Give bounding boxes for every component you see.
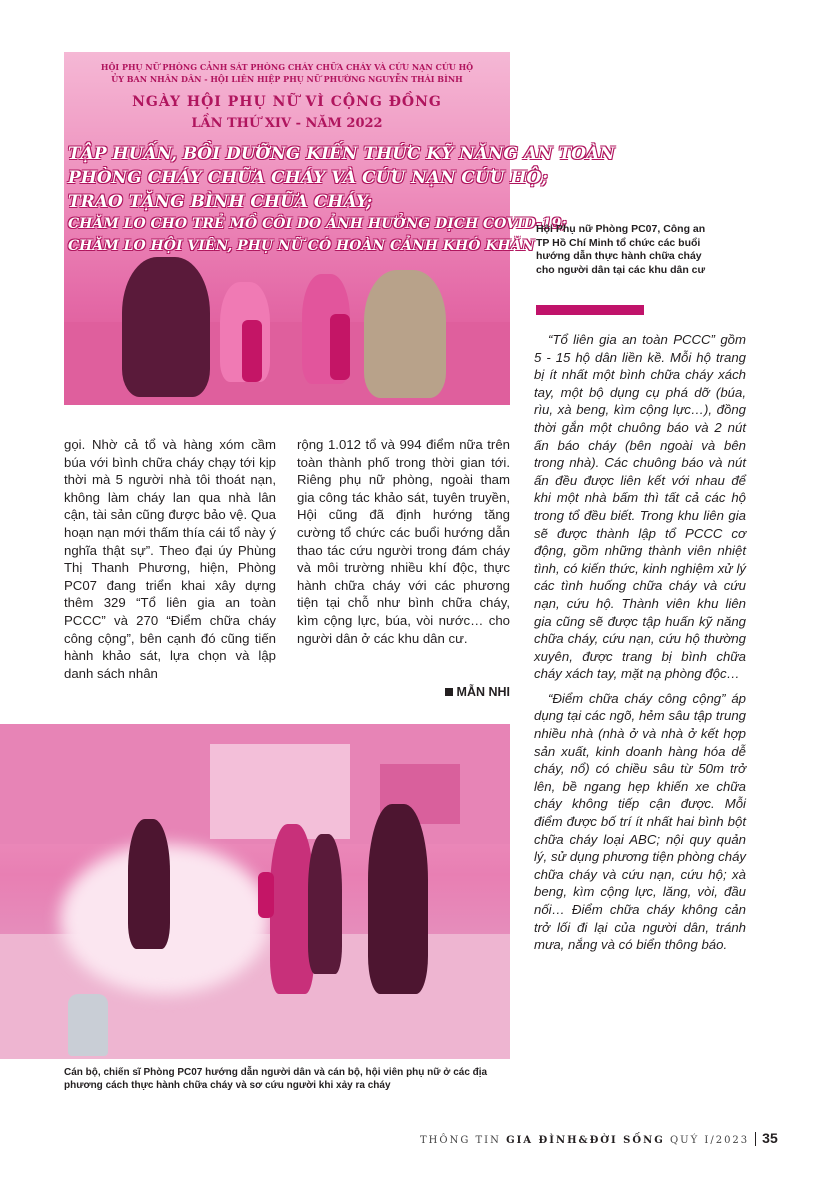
firefighter-figure xyxy=(128,819,170,949)
bottom-photo xyxy=(0,724,510,1059)
gas-cylinder xyxy=(68,994,108,1056)
photo-caption-bottom: Cán bộ, chiến sĩ Phòng PC07 hướng dẫn người dân và cán bộ, hội viên phụ nữ ở các địa phương cách thực hành chữa cháy và sơ cứu người khi xảy ra cháy xyxy=(64,1067,488,1091)
banner-line-9: CHĂM LO HỘI VIÊN, PHỤ NỮ CÓ HOÀN CẢNH KHÓ KHĂN xyxy=(68,238,535,254)
banner-line-4: LẦN THỨ XIV - NĂM 2022 xyxy=(191,116,383,131)
article-column-1 xyxy=(64,436,276,682)
banner-line-7: TRAO TẶNG BÌNH CHỮA CHÁY; xyxy=(68,192,373,212)
fire-extinguisher-2 xyxy=(330,314,350,380)
officer-figure xyxy=(364,270,446,398)
banner-line-3: NGÀY HỘI PHỤ NỮ VÌ CỘNG ĐỒNG xyxy=(132,94,442,110)
top-photo xyxy=(64,52,615,405)
square-bullet-icon xyxy=(445,688,453,696)
fire-extinguisher-1 xyxy=(242,320,262,382)
article-paragraph: gọi. Nhờ cả tổ và hàng xóm cầm búa với bình chữa cháy chạy tới kịp thời mà 5 người nhà tôi thoát nạn, không làm cháy lan qua nhà lân cận, tài sản cũng được bảo vệ. Qua hoạn nạn mới thấm thía cái tổ này ý nghĩa thật sự”. Theo đại úy Phùng Thị Thanh Phương, hiện, Phòng PC07 đang triển khai xây dựng thêm 329 “Tổ liên gia an toàn PCCC” và 270 “Điểm chữa cháy công cộng”, bên cạnh đó cũng tiến hành khảo sát, lựa chọn và lập danh sách nhân xyxy=(64,437,276,681)
building-wall xyxy=(210,744,350,839)
fire-extinguisher xyxy=(258,872,274,918)
photo-caption-top: Hội Phụ nữ Phòng PC07, Công an TP Hồ Chí Minh tổ chức các buổi hướng dẫn thực hành chữa cháy cho người dân tại các khu dân cư xyxy=(536,223,706,276)
banner-line-8: CHĂM LO CHO TRẺ MỒ CÔI DO ẢNH HƯỞNG DỊCH COVID-19; xyxy=(68,216,567,232)
page-number: 35 xyxy=(762,1130,778,1146)
footer-divider xyxy=(755,1132,756,1146)
article-paragraph: rộng 1.012 tổ và 994 điểm nữa trên toàn thành phố trong thời gian tới. Riêng phụ nữ phòng, ngoài tham gia công tác khảo sát, tuyên truyền, Hội cũng đã định hướng tăng cường tổ chức các buổi hướng dẫn thao tác cứu người trong đám cháy và môi trường nhiều khí độc, thực hành chữa cháy với các phương tiện tại chỗ như bình chữa cháy, kìm cộng lực, búa, vòi nước… cho người dân ở các khu dân cư. xyxy=(297,437,510,646)
author-name: MẪN NHI xyxy=(456,685,510,699)
caption-accent-bar xyxy=(536,305,644,315)
article-column-3 xyxy=(534,331,746,954)
banner-line-2: ỦY BAN NHÂN DÂN - HỘI LIÊN HIỆP PHỤ NỮ PHƯỜNG NGUYỄN THÁI BÌNH xyxy=(111,74,463,84)
banner-line-6: PHÒNG CHÁY CHỮA CHÁY VÀ CỨU NẠN CỨU HỘ; xyxy=(68,168,548,188)
footer-prefix: THÔNG TIN xyxy=(420,1135,501,1146)
footer-magazine-name: GIA ĐÌNH&ĐỜI SỐNG xyxy=(506,1135,665,1146)
article-column-2 xyxy=(297,436,510,647)
article-paragraph: “Tổ liên gia an toàn PCCC” gồm 5 - 15 hộ dân liền kề. Mỗi hộ trang bị ít nhất một bình chữa cháy xách tay, một bộ dụng cụ phá dỡ (búa, rìu, xà beng, kìm cộng lực…), đồng thời gắn một chuông báo và 2 nút ấn báo cháy (bên ngoài và bên trong nhà). Các chuông báo và nút ấn đều được liên kết với nhau để khi một nhà bấm thì tất cả các hộ trong tổ đều biết. Trong khu liên gia sẽ được thành lập tổ PCCC cơ động, gồm những thành viên nhiệt tình, có kiến thức, kinh nghiệm xử lý các tình huống chữa cháy và cứu nạn, cứu hộ. Thành viên khu liên gia cũng sẽ được tập huấn kỹ năng chữa cháy, cứu nạn, cứu hộ thường xuyên, được trang bị bình chữa cháy xách tay, mặt nạ phòng độc… xyxy=(534,332,746,682)
page-footer xyxy=(420,1130,778,1146)
firefighter-figure xyxy=(122,257,210,397)
banner-line-5: TẬP HUẤN, BỒI DƯỠNG KIẾN THỨC KỸ NĂNG AN TOÀN xyxy=(68,144,615,164)
footer-issue: QUÝ I/2023 xyxy=(669,1135,750,1146)
firefighter-figure xyxy=(368,804,428,994)
article-paragraph: “Điểm chữa cháy công cộng” áp dụng tại các ngõ, hẻm sâu tập trung nhiều nhà (nhà ở và nhà ở kết hợp sản xuất, kinh doanh hàng hóa dễ cháy, nổ) có chiều sâu từ 50m trở lên, bề ngang hẹp khiến xe chữa cháy không tiếp cận được. Mỗi điểm được bố trí ít nhất hai bình bột chữa cháy loại ABC; nội quy quản lý, sử dụng phương tiện phòng cháy chữa cháy và cứu nạn, cứu hộ; xà beng, kìm cộng lực, lăng, vòi, đầu nối… Điểm chữa cháy không cản trở lối đi lại của người dân, tránh mưa, nắng và có biển thông báo. xyxy=(534,690,746,953)
firefighter-figure xyxy=(308,834,342,974)
banner-line-1: HỘI PHỤ NỮ PHÒNG CẢNH SÁT PHÒNG CHÁY CHỮA CHÁY VÀ CỨU NẠN CỨU HỘ xyxy=(100,62,474,72)
author-byline xyxy=(297,685,510,699)
